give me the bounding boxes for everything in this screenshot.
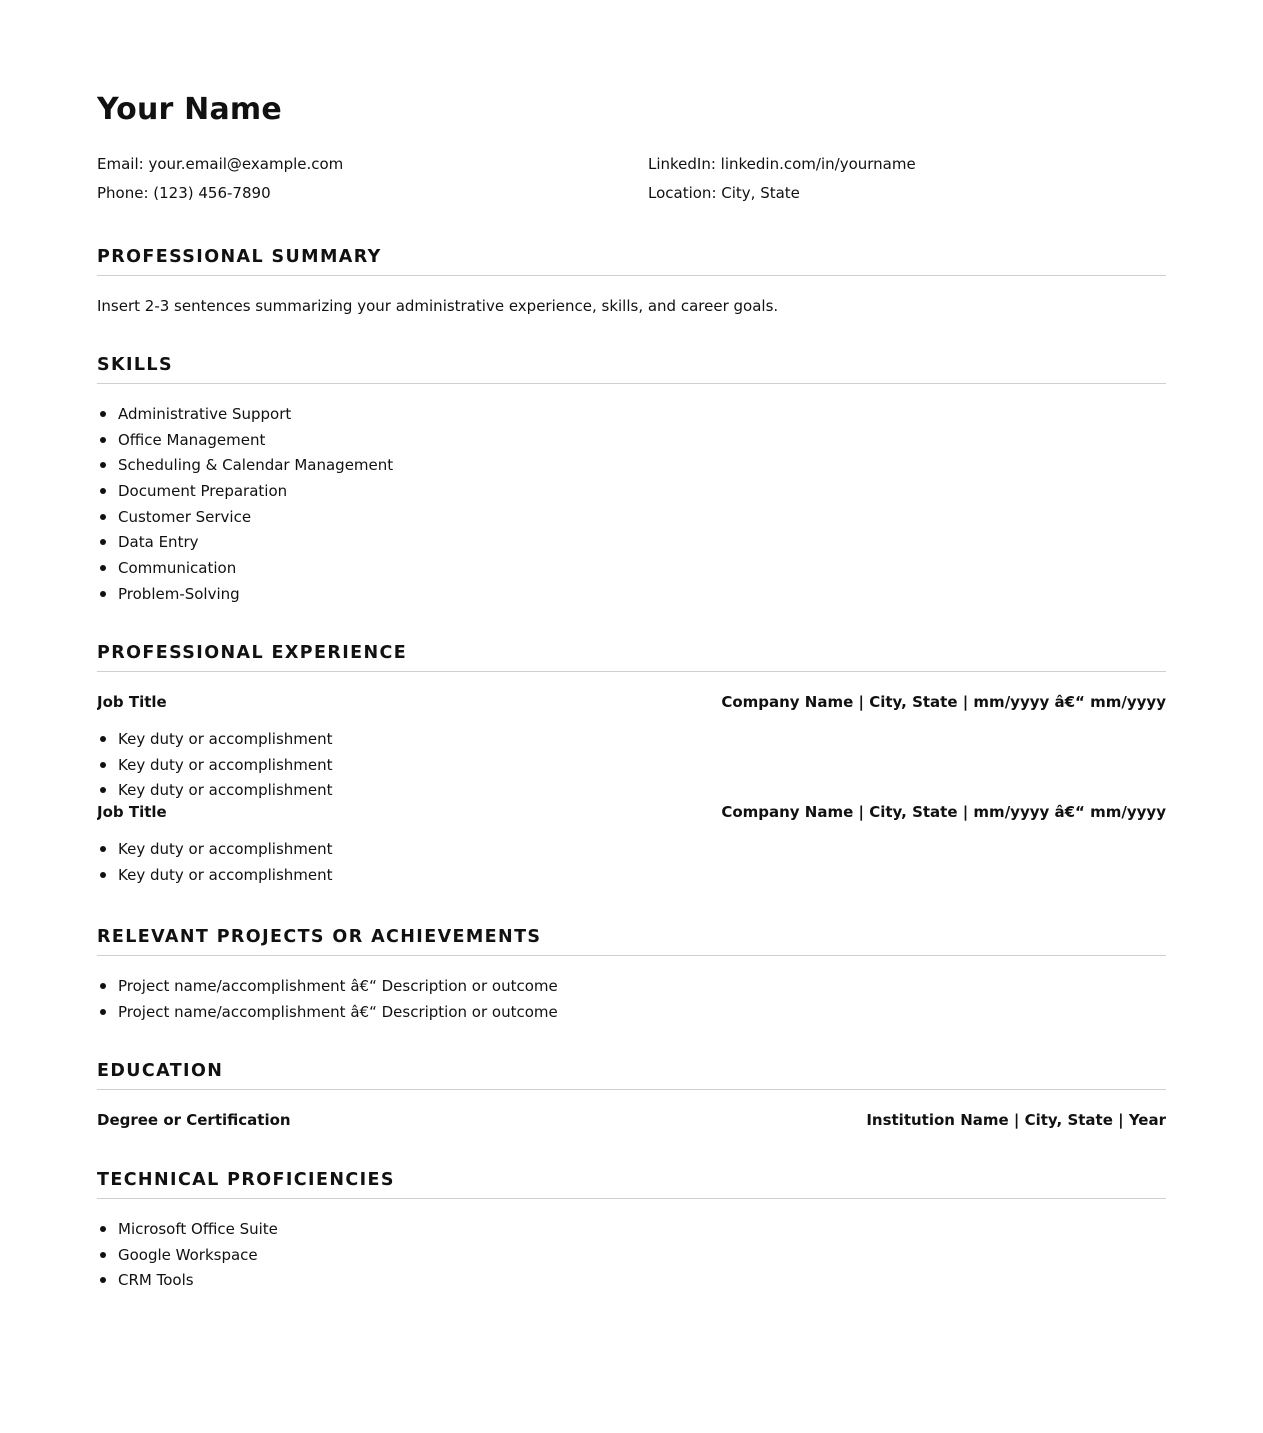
education-meta: Institution Name | City, State | Year: [866, 1111, 1166, 1129]
project-item: Project name/accomplishment â€“ Description or outcome: [97, 1001, 1166, 1027]
skill-item: Administrative Support: [97, 403, 1166, 429]
skill-item: Communication: [97, 557, 1166, 583]
job-title: Job Title: [97, 693, 167, 711]
section-experience: [97, 641, 1166, 889]
contact-column-left: [97, 153, 343, 211]
skill-item: Document Preparation: [97, 480, 1166, 506]
job-header: [97, 691, 1166, 713]
duty-item: Key duty or accomplishment: [97, 779, 1166, 805]
contact-column-right: [648, 153, 916, 211]
job-meta: Company Name | City, State | mm/yyyy â€“ mm/yyyy: [721, 693, 1166, 711]
technical-item-clipped: [97, 1295, 1166, 1300]
skill-item: Scheduling & Calendar Management: [97, 454, 1166, 480]
job-duties: [97, 838, 1166, 889]
resume-page: [97, 0, 1166, 1300]
section-skills: [97, 353, 1166, 609]
contact-location: Location: City, State: [648, 184, 800, 202]
section-title-technical: TECHNICAL PROFICIENCIES: [97, 1168, 1166, 1199]
contact-linkedin: LinkedIn: linkedin.com/in/yourname: [648, 155, 916, 173]
technical-item: CRM Tools: [97, 1269, 1166, 1295]
education-entry: [97, 1109, 1166, 1131]
skill-item: Data Entry: [97, 531, 1166, 557]
job-duties: [97, 728, 1166, 805]
job-entry: [97, 801, 1166, 889]
duty-item: Key duty or accomplishment: [97, 754, 1166, 780]
summary-text: Insert 2-3 sentences summarizing your administrative experience, skills, and career goals.: [97, 297, 779, 315]
resume-name: Your Name: [97, 92, 282, 127]
technical-list: [97, 1218, 1166, 1300]
job-title: Job Title: [97, 803, 167, 822]
duty-item: Key duty or accomplishment: [97, 838, 1166, 864]
section-title-skills: SKILLS: [97, 353, 1166, 384]
section-title-education: EDUCATION: [97, 1059, 1166, 1090]
skill-item: Problem-Solving: [97, 583, 1166, 609]
technical-item: Microsoft Office Suite: [97, 1218, 1166, 1244]
section-title-summary: PROFESSIONAL SUMMARY: [97, 245, 1166, 276]
section-projects: [97, 925, 1166, 1026]
technical-item: Google Workspace: [97, 1244, 1166, 1270]
skills-list: [97, 403, 1166, 609]
contact-phone: Phone: (123) 456-7890: [97, 184, 271, 202]
section-title-projects: RELEVANT PROJECTS OR ACHIEVEMENTS: [97, 925, 1166, 956]
skill-item: Office Management: [97, 429, 1166, 455]
section-technical: [97, 1168, 1166, 1300]
section-summary: [97, 245, 1166, 317]
projects-list: [97, 975, 1166, 1026]
section-education: [97, 1059, 1166, 1131]
skill-item: Customer Service: [97, 506, 1166, 532]
job-meta: Company Name | City, State | mm/yyyy â€“ mm/yyyy: [721, 803, 1166, 822]
contact-email: Email: your.email@example.com: [97, 155, 344, 173]
section-title-experience: PROFESSIONAL EXPERIENCE: [97, 641, 1166, 672]
project-item: Project name/accomplishment â€“ Description or outcome: [97, 975, 1166, 1001]
duty-item: Key duty or accomplishment: [97, 728, 1166, 754]
job-entry: [97, 691, 1166, 805]
education-degree: Degree or Certification: [97, 1111, 291, 1129]
duty-item: Key duty or accomplishment: [97, 864, 1166, 890]
